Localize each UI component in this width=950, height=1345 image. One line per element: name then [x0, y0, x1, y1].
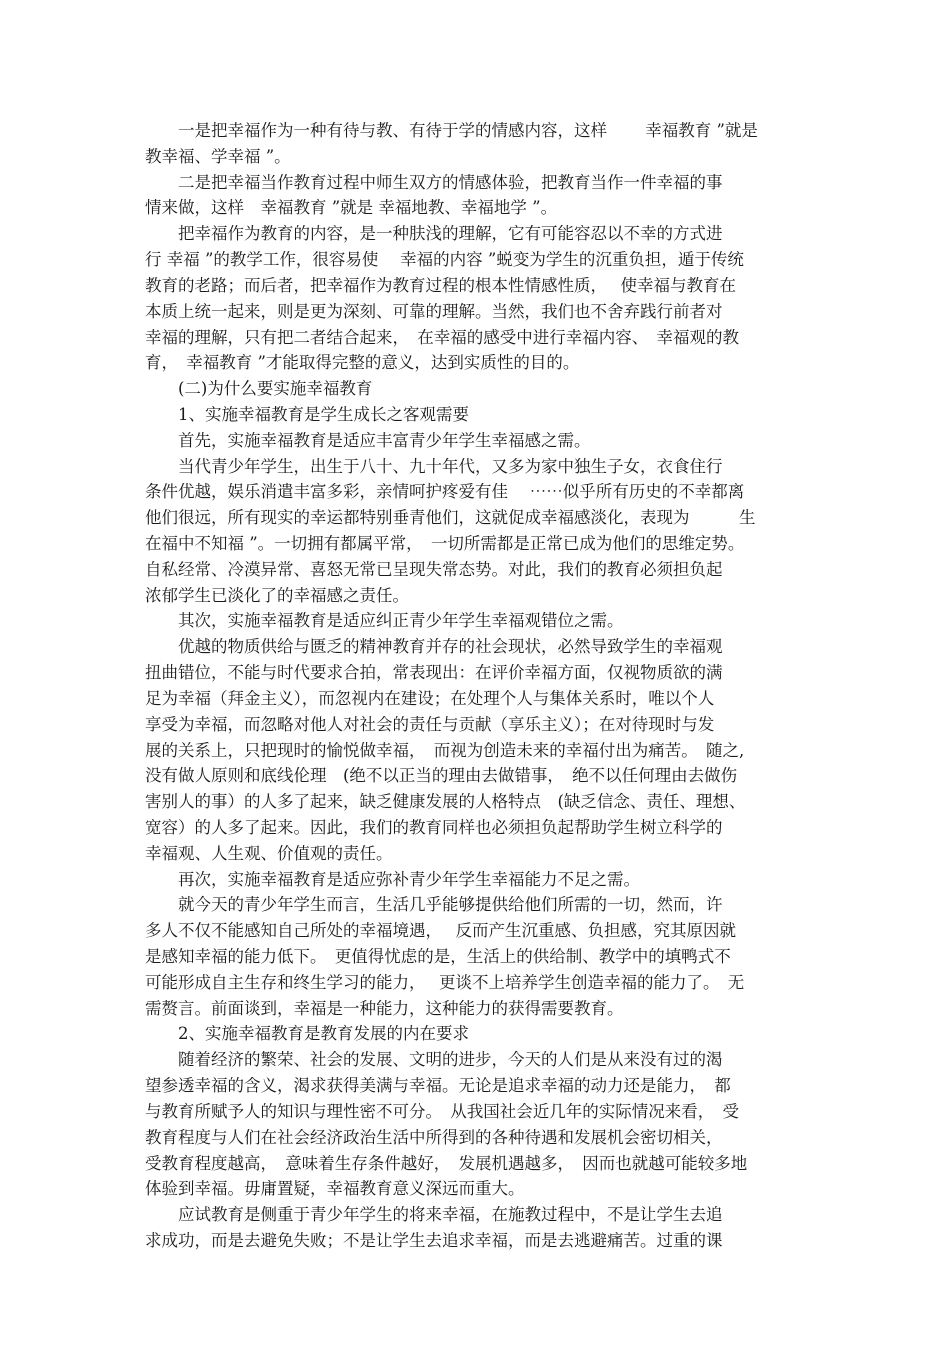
text-line: 体验到幸福。毋庸置疑，幸福教育意义深远而重大。	[145, 1179, 525, 1199]
subsection-heading: 1、实施幸福教育是学生成长之客观需要	[145, 404, 469, 424]
text-line: 展的关系上，只把现时的愉悦做幸福， 而视为创造未来的幸福付出为痛苦。 随之,	[145, 740, 745, 760]
subsection-heading: 2、实施幸福教育是教育发展的内在要求	[145, 1024, 469, 1044]
text-line: 就今天的青少年学生而言，生活几乎能够提供给他们所需的一切，然而，许	[145, 895, 723, 915]
text-line: 与教育所赋予人的知识与理性密不可分。 从我国社会近几年的实际情况来看， 受	[145, 1101, 739, 1121]
text-line: 把幸福作为教育的内容，是一种肤浅的理解，它有可能容忍以不幸的方式进	[145, 224, 723, 244]
text-line: 行 幸福 ”的教学工作，很容易使 幸福的内容 ”蜕变为学生的沉重负担，遁于传统	[145, 250, 744, 270]
text-line: 育， 幸福教育 ”才能取得完整的意义，达到实质性的目的。	[145, 353, 580, 373]
text-line: 需赘言。前面谈到，幸福是一种能力，这种能力的获得需要教育。	[145, 998, 624, 1018]
text-line: 享受为幸福，而忽略对他人对社会的责任与贡献（享乐主义）；在对待现时与发	[145, 714, 715, 734]
text-line: 多人不仅不能感知自己所处的幸福境遇， 反而产生沉重感、负担感，究其原因就	[145, 921, 736, 941]
text-line: 教幸福、学幸福 ”。	[145, 146, 291, 166]
section-heading: (二)为什么要实施幸福教育	[145, 379, 373, 399]
text-line: 足为幸福（拜金主义），而忽视内在建设；在处理个人与集体关系时，唯以个人	[145, 688, 715, 708]
text-line: 其次，实施幸福教育是适应纠正青少年学生幸福观错位之需。	[145, 611, 624, 631]
text-line: 本质上统一起来，则是更为深刻、可靠的理解。当然，我们也不舍弃践行前者对	[145, 301, 723, 321]
text-line: 受教育程度越高， 意味着生存条件越好， 发展机遇越多， 因而也就越可能较多地	[145, 1153, 748, 1173]
text-line: 应试教育是侧重于青少年学生的将来幸福，在施教过程中，不是让学生去追	[145, 1205, 723, 1225]
text-line: 宽容）的人多了起来。因此，我们的教育同样也必须担负起帮助学生树立科学的	[145, 817, 723, 837]
text-line: 当代青少年学生，出生于八十、九十年代，又多为家中独生子女，衣食住行	[145, 456, 723, 476]
text-line: 教育程度与人们在社会经济政治生活中所得到的各种待遇和发展机会密切相关，	[145, 1127, 723, 1147]
text-line: 在福中不知福 ”。一切拥有都属平常， 一切所需都是正常已成为他们的思维定势。	[145, 534, 745, 553]
text-line: 情来做，这样 幸福教育 ”就是 幸福地教、幸福地学 ”。	[145, 198, 558, 218]
text-line: 自私经常、冷漠异常、喜怒无常已呈现失常态势。对此，我们的教育必须担负起	[145, 559, 723, 579]
text-line: 随着经济的繁荣、社会的发展、文明的进步，今天的人们是从来没有过的渴	[145, 1050, 723, 1070]
text-line: 扭曲错位，不能与时代要求合拍，常表现出：在评价幸福方面，仅视物质欲的满	[145, 663, 723, 683]
text-line: 幸福观、人生观、价值观的责任。	[145, 843, 393, 863]
text-line: 没有做人原则和底线伦理 (绝不以正当的理由去做错事， 绝不以任何理由去做伤	[145, 766, 738, 786]
text-line: 条件优越，娱乐消遣丰富多彩，亲情呵护疼爱有佳 ⋯⋯似乎所有历史的不幸都离	[145, 482, 745, 502]
text-line: 望参透幸福的含义，渴求获得美满与幸福。无论是追求幸福的动力还是能力， 都	[145, 1076, 731, 1096]
body-text	[145, 118, 815, 1254]
text-line: 是感知幸福的能力低下。 更值得忧虑的是，生活上的供给制、教学中的填鸭式不	[145, 947, 731, 966]
text-line: 首先，实施幸福教育是适应丰富青少年学生幸福感之需。	[145, 430, 591, 450]
text-line: 教育的老路；而后者，把幸福作为教育过程的根本性情感性质， 使幸福与教育在	[145, 275, 736, 295]
text-line: 再次，实施幸福教育是适应弥补青少年学生幸福能力不足之需。	[145, 869, 640, 889]
text-line: 优越的物质供给与匮乏的精神教育并存的社会现状，必然导致学生的幸福观	[145, 637, 723, 657]
text-line: 求成功，而是去避免失败；不是让学生去追求幸福，而是去逃避痛苦。过重的课	[145, 1230, 723, 1250]
text-line: 他们很远，所有现实的幸运都特别垂青他们，这就促成幸福感淡化，表现为 生	[145, 508, 756, 528]
text-line: 可能形成自主生存和终生学习的能力， 更谈不上培养学生创造幸福的能力了。 无	[145, 972, 745, 992]
text-line: 一是把幸福作为一种有待与教、有待于学的情感内容，这样 幸福教育 ”就是	[145, 121, 758, 140]
text-line: 二是把幸福当作教育过程中师生双方的情感体验，把教育当作一件幸福的事	[145, 172, 723, 192]
text-line: 浓郁学生已淡化了的幸福感之责任。	[145, 585, 409, 605]
text-line: 幸福的理解，只有把二者结合起来， 在幸福的感受中进行幸福内容、 幸福观的教	[145, 327, 739, 347]
text-line: 害别人的事）的人多了起来，缺乏健康发展的人格特点 (缺乏信念、责任、理想、	[145, 792, 746, 812]
